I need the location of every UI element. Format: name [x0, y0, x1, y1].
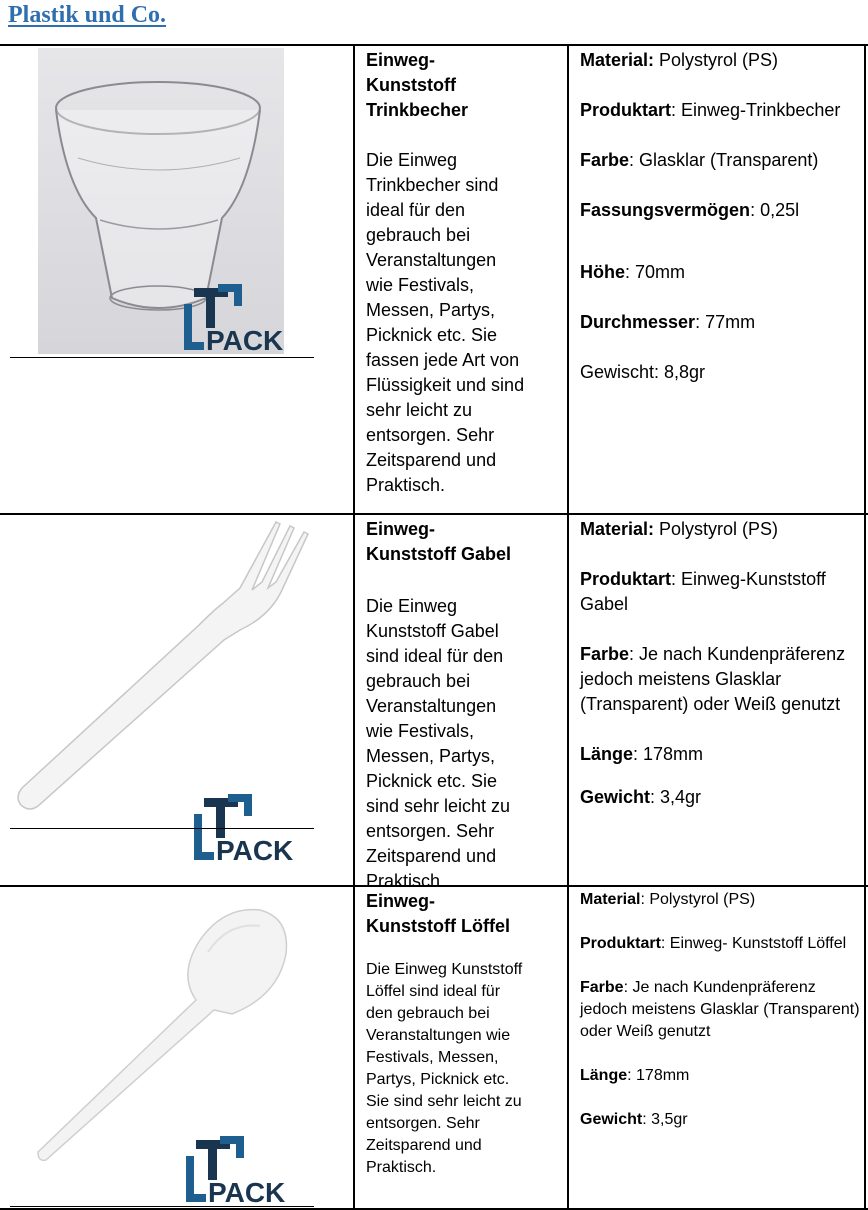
spec-product-type: Produktart: Einweg-Trinkbecher [580, 100, 841, 120]
spec-height: Höhe: 70mm [580, 262, 686, 282]
product-title: Einweg- Kunststoff Trinkbecher [366, 50, 469, 120]
spec-color: Farbe: Je nach Kundenpräferenz jedoch meistens Glasklar (Transparent) oder Weiß genutzt [580, 644, 846, 714]
spec-color: Farbe: Glasklar (Transparent) [580, 150, 819, 170]
tpack-logo [194, 794, 320, 864]
product-specs-cell [580, 517, 862, 835]
table-border-top [0, 44, 868, 46]
spec-material: Material: Polystyrol (PS) [580, 891, 756, 908]
spec-weight: Gewicht: 3,5gr [580, 1111, 688, 1128]
product-description-cell [366, 889, 558, 1179]
spec-diameter: Durchmesser: 77mm [580, 312, 756, 332]
spec-length: Länge: 178mm [580, 744, 704, 764]
logo-text: PACK [216, 835, 294, 864]
image-underline [10, 357, 314, 358]
spec-weight: Gewicht: 3,4gr [580, 787, 702, 807]
fork-image [8, 518, 328, 818]
spec-color: Farbe: Je nach Kundenpräferenz jedoch meistens Glasklar (Transparent) oder Weiß genutzt [580, 979, 860, 1040]
product-description: Die Einweg Kunststoff Gabel sind ideal für den gebrauch bei Veranstaltungen wie Festivals, Messen, Partys, Picknick etc. Sie sind sehr leicht zu entsorgen. Sehr Zeitsparend und Praktisch. [366, 596, 511, 891]
image-underline [10, 828, 314, 829]
product-image-cell [0, 892, 354, 1204]
spec-length: Länge: 178mm [580, 1067, 690, 1084]
table-border-right [864, 44, 866, 1210]
product-description-cell [366, 48, 558, 498]
product-title: Einweg- Kunststoff Gabel [366, 519, 512, 564]
spec-material: Material: Polystyrol (PS) [580, 519, 779, 539]
logo-text: PACK [206, 325, 284, 354]
product-specs-cell [580, 48, 862, 410]
column-divider [567, 44, 569, 1210]
logo-text: PACK [208, 1177, 286, 1206]
product-title: Einweg- Kunststoff Löffel [366, 891, 510, 936]
spec-product-type: Produktart: Einweg-Kunststoff Gabel [580, 569, 826, 614]
row-divider [0, 513, 868, 515]
spec-capacity: Fassungsvermögen: 0,25l [580, 200, 800, 220]
spec-weight: Gewischt: 8,8gr [580, 362, 706, 382]
product-image-cell [0, 48, 354, 358]
spec-product-type: Produktart: Einweg- Kunststoff Löffel [580, 935, 847, 952]
product-table [0, 44, 868, 1210]
spec-material: Material: Polystyrol (PS) [580, 50, 779, 70]
product-specs-cell [580, 889, 862, 1153]
tpack-logo [184, 284, 310, 354]
image-underline [10, 1206, 314, 1207]
product-description-cell [366, 517, 558, 894]
tpack-logo [186, 1136, 316, 1206]
product-image-cell [0, 518, 354, 864]
product-description: Die Einweg Kunststoff Löffel sind ideal für den gebrauch bei Veranstaltungen wie Festivals, Messen, Partys, Picknick etc. Sie sind sehr leicht zu entsorgen. Sehr Zeitsparend und Praktisch. [366, 961, 523, 1176]
product-description: Die Einweg Trinkbecher sind ideal für den gebrauch bei Veranstaltungen wie Festivals, Messen, Partys, Picknick etc. Sie fassen jede Art von Flüssigkeit und sind sehr leicht zu entsorgen. Sehr Zeitsparend und Praktisch. [366, 150, 525, 495]
page-heading: Plastik und Co. [8, 2, 167, 28]
